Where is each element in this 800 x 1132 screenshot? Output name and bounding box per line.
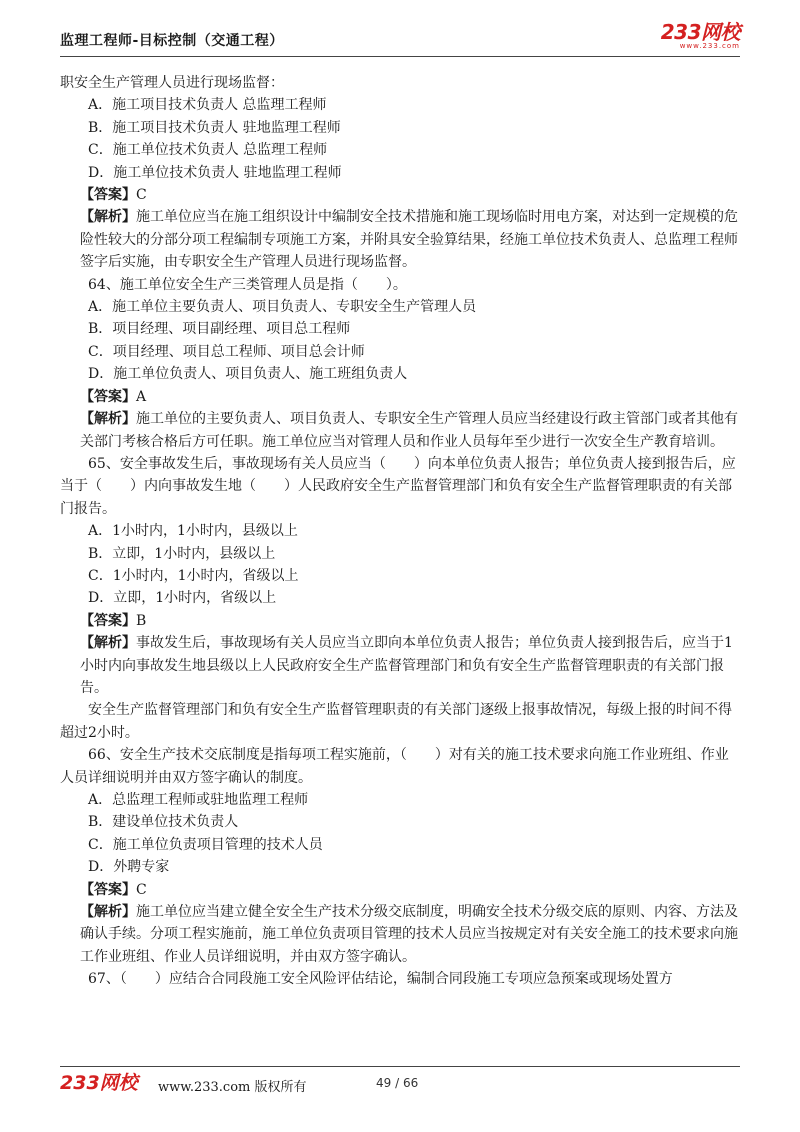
analysis-paragraph bbox=[60, 206, 740, 273]
answer-option bbox=[60, 296, 740, 318]
answer-option bbox=[60, 94, 740, 116]
paragraph-text: A bbox=[136, 388, 147, 405]
brand-logo[interactable] bbox=[661, 22, 740, 51]
paragraph-text: C bbox=[136, 187, 147, 204]
answer-line bbox=[60, 879, 740, 901]
paragraph-text: 67、（ ）应结合合同段施工安全风险评估结论，编制合同段施工专项应急预案或现场处置方 bbox=[88, 971, 673, 988]
paragraph-text: A．总监理工程师或驻地监理工程师 bbox=[88, 792, 309, 808]
label-tag: 【解析】 bbox=[80, 411, 136, 428]
analysis-paragraph bbox=[60, 408, 740, 453]
answer-option bbox=[60, 117, 740, 139]
paragraph-text: D．外聘专家 bbox=[88, 859, 170, 876]
paragraph-text: A．1小时内，1小时内，县级以上 bbox=[88, 523, 298, 540]
paragraph-text: 事故发生后，事故现场有关人员应当立即向本单位负责人报告；单位负责人接到报告后，应当于1小时内向事故发生地县级以上人民政府安全生产监督管理部门和负有安全生产监督管理职责的有关部门报告。 bbox=[80, 635, 733, 696]
paragraph-text: C bbox=[136, 881, 147, 898]
answer-option bbox=[60, 162, 740, 184]
answer-option bbox=[60, 363, 740, 385]
label-tag: 【答案】 bbox=[80, 612, 136, 629]
answer-option bbox=[60, 543, 740, 565]
paragraph-text: 65、安全事故发生后，事故现场有关人员应当（ ）向本单位负责人报告；单位负责人接到报告后，应当于（ ）内向事故发生地（ ）人民政府安全生产监督管理部门和负有安全生产监督管理职责的有关部门报告。 bbox=[60, 455, 736, 517]
footer-logo[interactable]: 233网校 bbox=[60, 1072, 138, 1094]
page-header bbox=[60, 22, 740, 54]
paragraph-text: C．1小时内，1小时内，省级以上 bbox=[88, 567, 299, 584]
paragraph-text: 64、施工单位安全生产三类管理人员是指（ ）。 bbox=[88, 276, 407, 293]
analysis-paragraph bbox=[60, 632, 740, 699]
paragraph-text: B．建设单位技术负责人 bbox=[88, 814, 239, 831]
question-paragraph bbox=[60, 968, 740, 990]
paragraph-text: 66、安全生产技术交底制度是指每项工程实施前，（ ）对有关的施工技术要求向施工作业班组、作业人员详细说明并由双方签字确认的制度。 bbox=[60, 747, 729, 786]
paragraph-text: B．项目经理、项目副经理、项目总工程师 bbox=[88, 321, 351, 338]
paragraph-text: D．立即，1小时内，省级以上 bbox=[88, 590, 277, 607]
page-footer bbox=[60, 1072, 740, 1096]
footer-divider bbox=[60, 1066, 740, 1067]
paragraph-text: 施工单位应当在施工组织设计中编制安全技术措施和施工现场临时用电方案，对达到一定规模的危险性较大的分部分项工程编制专项施工方案，并附具安全验算结果，经施工单位技术负责人、总监理工程师签字后实施，由专职安全生产管理人员进行现场监督。 bbox=[80, 209, 738, 271]
paragraph-text: 安全生产监督管理部门和负有安全生产监督管理职责的有关部门逐级上报事故情况，每级上报的时间不得超过2小时。 bbox=[60, 702, 732, 741]
paragraph-text: 施工单位应当建立健全安全生产技术分级交底制度，明确安全技术分级交底的原则、内容、方法及确认手续。分项工程实施前，施工单位负责项目管理的技术人员应当按规定对有关安全施工的技术要求向施工作业班组、作业人员详细说明，并由双方签字确认。 bbox=[80, 904, 738, 965]
answer-option bbox=[60, 565, 740, 587]
document-body bbox=[60, 72, 740, 991]
answer-option bbox=[60, 789, 740, 811]
logo-url: www.233.com bbox=[679, 42, 740, 50]
paragraph-text: B．立即，1小时内，县级以上 bbox=[88, 545, 276, 562]
answer-option bbox=[60, 520, 740, 542]
answer-line bbox=[60, 184, 740, 206]
answer-option bbox=[60, 318, 740, 340]
question-paragraph bbox=[60, 699, 740, 744]
answer-option bbox=[60, 811, 740, 833]
paragraph-text: A．施工项目技术负责人 总监理工程师 bbox=[88, 97, 327, 114]
analysis-paragraph bbox=[60, 901, 740, 968]
answer-option bbox=[60, 341, 740, 363]
label-tag: 【答案】 bbox=[80, 187, 136, 204]
header-divider bbox=[60, 56, 740, 57]
paragraph-text: B．施工项目技术负责人 驻地监理工程师 bbox=[88, 119, 341, 136]
label-tag: 【解析】 bbox=[80, 635, 136, 652]
label-tag: 【解析】 bbox=[80, 209, 136, 226]
paragraph-text: 施工单位的主要负责人、项目负责人、专职安全生产管理人员应当经建设行政主管部门或者其他有关部门考核合格后方可任职。施工单位应当对管理人员和作业人员每年至少进行一次安全生产教育培训。 bbox=[80, 411, 738, 450]
footer-copyright: www.233.com 版权所有 bbox=[158, 1080, 307, 1095]
question-paragraph bbox=[60, 744, 740, 789]
text-paragraph bbox=[60, 72, 740, 94]
paragraph-text: D．施工单位负责人、项目负责人、施工班组负责人 bbox=[88, 366, 408, 383]
question-paragraph bbox=[60, 453, 740, 520]
label-tag: 【解析】 bbox=[80, 904, 136, 921]
paragraph-text: C．项目经理、项目总工程师、项目总会计师 bbox=[88, 343, 365, 360]
answer-option bbox=[60, 139, 740, 161]
paragraph-text: C．施工单位技术负责人 总监理工程师 bbox=[88, 142, 328, 159]
document-title: 监理工程师-目标控制（交通工程） bbox=[60, 33, 284, 49]
answer-line bbox=[60, 386, 740, 408]
logo-text: 233网校 bbox=[660, 20, 740, 44]
page-number: 49 / 66 bbox=[376, 1076, 419, 1090]
paragraph-text: B bbox=[136, 612, 147, 629]
question-paragraph bbox=[60, 274, 740, 296]
answer-line bbox=[60, 610, 740, 632]
label-tag: 【答案】 bbox=[80, 388, 136, 405]
label-tag: 【答案】 bbox=[80, 881, 136, 898]
paragraph-text: C．施工单位负责项目管理的技术人员 bbox=[88, 836, 323, 853]
answer-option bbox=[60, 856, 740, 878]
paragraph-text: D．施工单位技术负责人 驻地监理工程师 bbox=[88, 164, 342, 181]
paragraph-text: A．施工单位主要负责人、项目负责人、专职安全生产管理人员 bbox=[88, 299, 477, 316]
answer-option bbox=[60, 587, 740, 609]
paragraph-text: 职安全生产管理人员进行现场监督： bbox=[60, 75, 284, 91]
answer-option bbox=[60, 834, 740, 856]
